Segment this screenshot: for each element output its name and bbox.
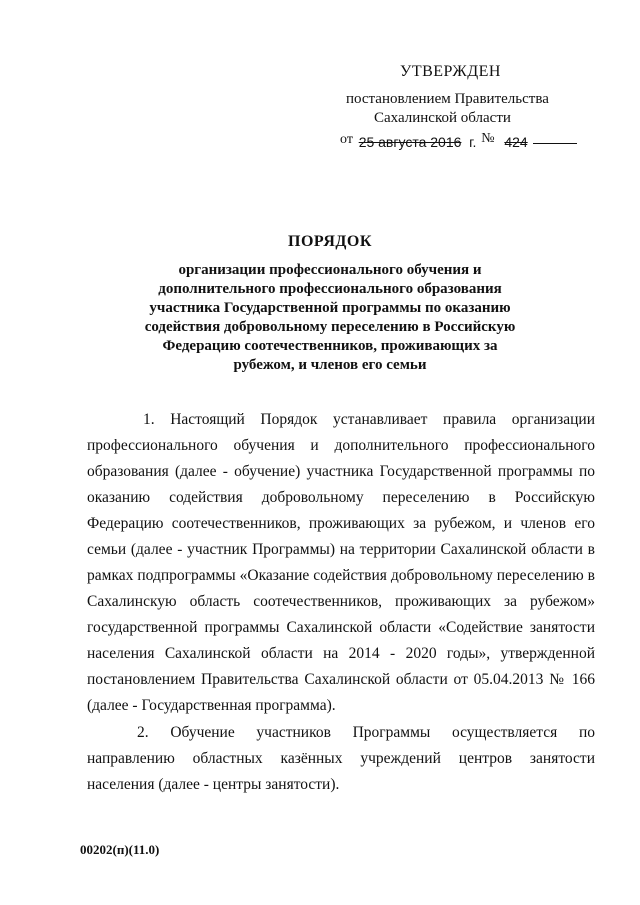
paragraph-2: 2. Обучение участников Программы осуществляется по направлению областных казённых учреждений центров занятости населения (далее - центры занятости). xyxy=(87,724,595,793)
document-code: 00202(п)(11.0) xyxy=(80,842,160,857)
approval-date: 25 августа 2016 xyxy=(358,134,462,150)
number-label: № xyxy=(481,131,495,146)
from-label: от xyxy=(340,132,353,147)
number-underline xyxy=(533,143,577,144)
title-line-4: содействия добровольному переселению в Российскую xyxy=(144,319,516,335)
document-body xyxy=(87,407,595,798)
approved-label: УТВЕРЖДЕН xyxy=(400,63,501,80)
document-title-block xyxy=(120,233,540,375)
title-line-5: Федерацию соотечественников, проживающих за xyxy=(162,338,498,354)
title-line-6: рубежом, и членов его семьи xyxy=(233,357,427,373)
title-line-1: организации профессионального обучения и xyxy=(178,262,482,278)
paragraph-1: 1. Настоящий Порядок устанавливает правила организации профессионального обучения и дополнительного профессионального образования (далее - обучение) участника Государственной программы по оказанию содействия добровольному переселению в Российскую Федерацию соотечественников, проживающих за рубежом, и членов его семьи (далее - участник Программы) на территории Сахалинской области в рамках подпрограммы «Оказание содействия добровольному переселению в Сахалинскую область соотечественников, проживающих за рубежом» государственной программы Сахалинской области «Содействие занятости населения Сахалинской области на 2014 - 2020 годы», утвержденной постановлением Правительства Сахалинской области от 05.04.2013 № 166 (далее - Государственная программа). xyxy=(87,411,595,714)
approval-number: 424 xyxy=(504,134,528,150)
document-title: ПОРЯДОК xyxy=(288,233,372,250)
title-line-2: дополнительного профессионального образования xyxy=(158,281,502,297)
title-line-3: участника Государственной программы по оказанию xyxy=(149,300,511,316)
region-line: Сахалинской области xyxy=(374,110,511,126)
approved-by-line: постановлением Правительства xyxy=(346,91,549,107)
approval-date-line xyxy=(340,129,577,153)
year-suffix: г. xyxy=(469,134,477,150)
